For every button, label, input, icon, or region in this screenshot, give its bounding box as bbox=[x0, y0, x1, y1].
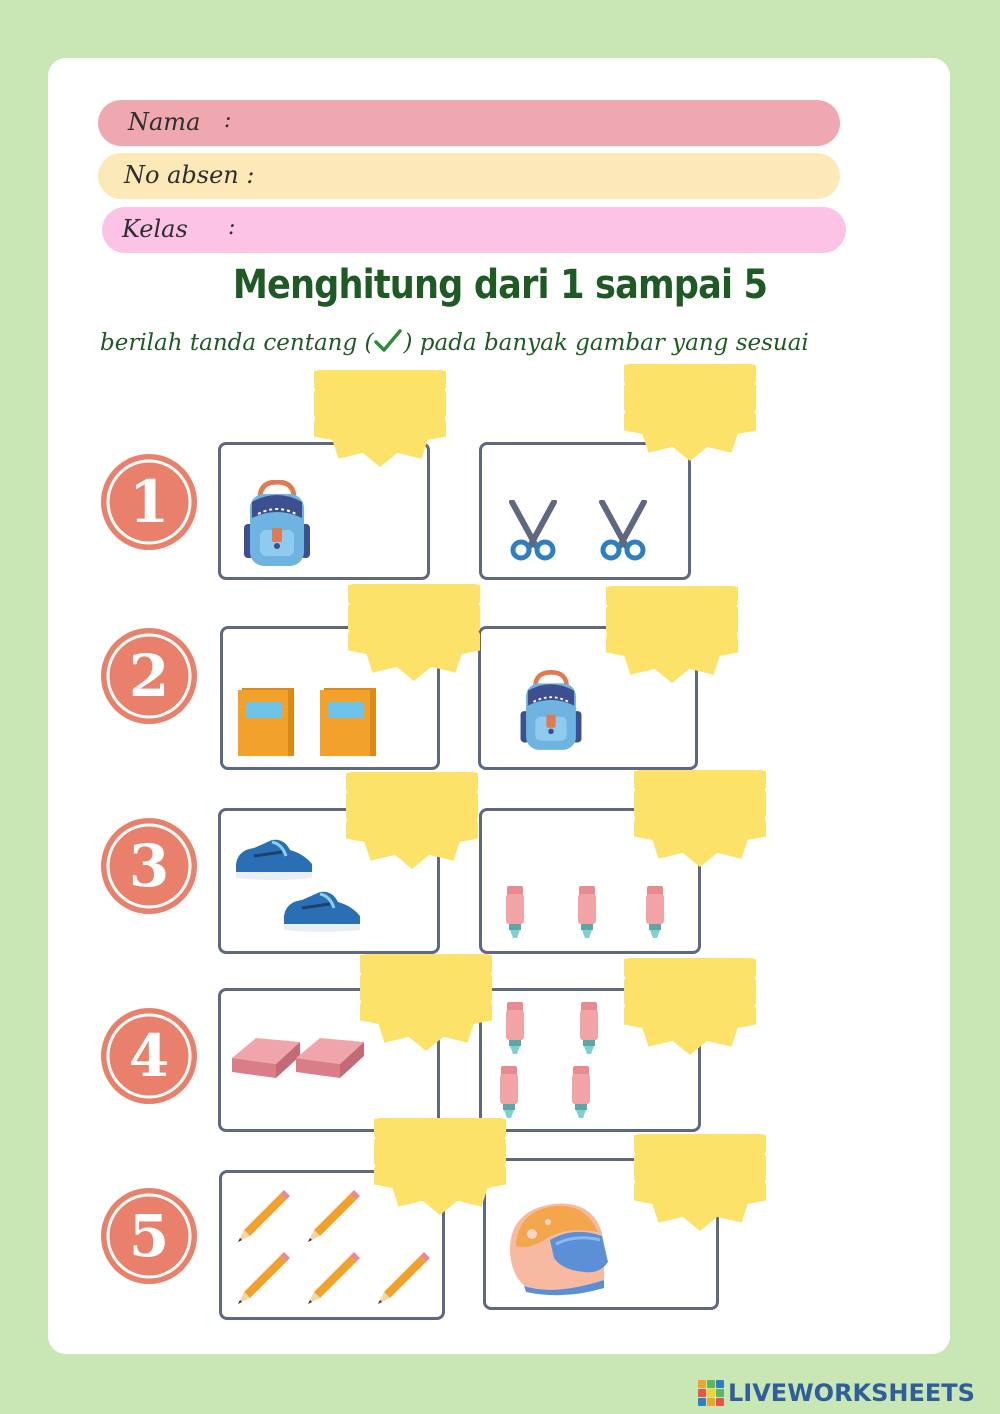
eraser-icon bbox=[294, 1030, 366, 1082]
instruction-after: ) pada banyak gambar yang sesuai bbox=[403, 330, 809, 356]
scissors-icon bbox=[504, 500, 562, 562]
helmet-icon bbox=[504, 1196, 612, 1300]
marker-icon bbox=[504, 1000, 526, 1056]
pencil-icon bbox=[302, 1186, 362, 1246]
absen-label: No absen : bbox=[124, 161, 255, 189]
marker-icon bbox=[498, 1064, 520, 1120]
number-label-5: 5 bbox=[128, 1202, 170, 1270]
number-label-2: 2 bbox=[128, 642, 170, 710]
number-label-1: 1 bbox=[128, 468, 170, 536]
class-input[interactable] bbox=[252, 213, 826, 249]
checkmark-icon bbox=[373, 328, 403, 354]
marker-icon bbox=[570, 1064, 592, 1120]
eraser-icon bbox=[230, 1030, 302, 1082]
pencil-icon bbox=[232, 1248, 292, 1308]
scissors-icon bbox=[594, 500, 652, 562]
answer-badge-4-right[interactable] bbox=[624, 958, 756, 1090]
marker-icon bbox=[578, 1000, 600, 1056]
name-field[interactable] bbox=[98, 100, 840, 146]
answer-badge-2-left[interactable] bbox=[348, 584, 480, 716]
instruction-text bbox=[100, 328, 809, 356]
answer-badge-3-right[interactable] bbox=[634, 770, 766, 902]
answer-badge-5-left[interactable] bbox=[374, 1118, 506, 1250]
backpack-icon bbox=[515, 670, 587, 754]
instruction-before: berilah tanda centang ( bbox=[100, 330, 374, 356]
absen-field[interactable] bbox=[98, 153, 840, 199]
marker-icon bbox=[504, 884, 526, 940]
pencil-icon bbox=[232, 1186, 292, 1246]
answer-badge-3-left[interactable] bbox=[346, 772, 478, 904]
class-colon: : bbox=[228, 215, 236, 240]
page-title: Menghitung dari 1 sampai 5 bbox=[232, 262, 768, 308]
pencil-icon bbox=[302, 1248, 362, 1308]
class-field[interactable] bbox=[102, 207, 846, 253]
answer-badge-1-right[interactable] bbox=[624, 364, 756, 496]
number-circle-4 bbox=[99, 1006, 199, 1106]
number-circle-3 bbox=[99, 816, 199, 916]
backpack-icon bbox=[238, 480, 316, 570]
name-colon: : bbox=[224, 108, 232, 133]
number-circle-2 bbox=[99, 626, 199, 726]
number-label-3: 3 bbox=[128, 832, 170, 900]
name-input[interactable] bbox=[248, 106, 822, 142]
absen-input[interactable] bbox=[248, 159, 822, 195]
number-circle-1 bbox=[99, 452, 199, 552]
book-icon bbox=[236, 686, 296, 758]
answer-badge-5-right[interactable] bbox=[634, 1134, 766, 1266]
logo-text: LIVEWORKSHEETS bbox=[728, 1379, 975, 1407]
sneaker-icon bbox=[232, 834, 316, 882]
number-label-4: 4 bbox=[128, 1022, 170, 1090]
liveworksheets-logo bbox=[698, 1380, 975, 1406]
answer-badge-4-left[interactable] bbox=[360, 954, 492, 1086]
answer-badge-2-right[interactable] bbox=[606, 586, 738, 718]
class-label: Kelas bbox=[122, 215, 188, 243]
pencil-icon bbox=[372, 1248, 432, 1308]
logo-tiles-icon bbox=[698, 1380, 724, 1406]
name-label: Nama bbox=[128, 108, 201, 136]
marker-icon bbox=[576, 884, 598, 940]
answer-badge-1-left[interactable] bbox=[314, 370, 446, 502]
number-circle-5 bbox=[99, 1186, 199, 1286]
